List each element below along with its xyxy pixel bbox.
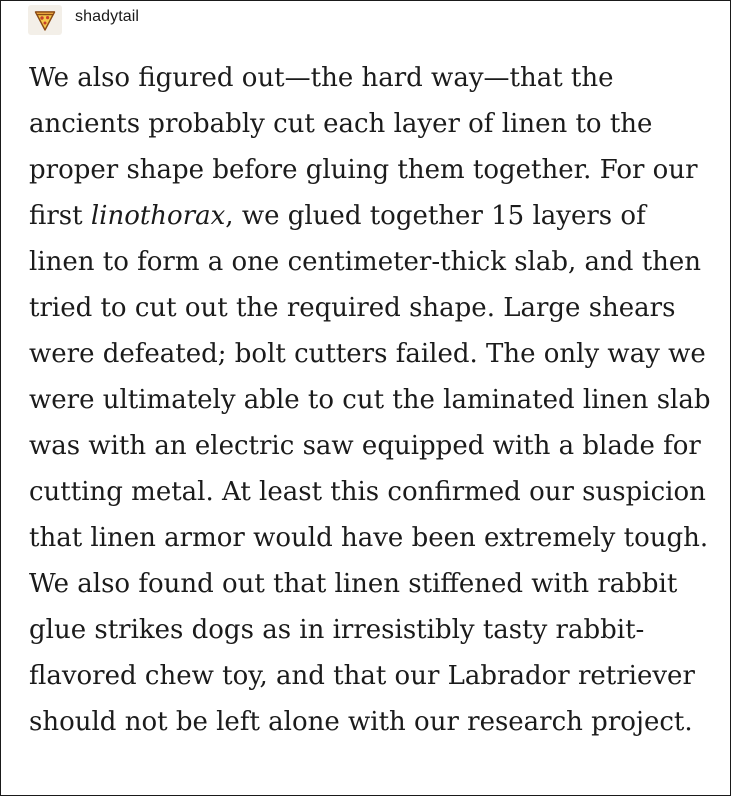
avatar[interactable] <box>28 5 62 35</box>
post-body-part-2: , we glued together 15 layers of linen to form a one centimeter-thick slab, and then tried to cut out the required shape. Large shears were defeated; bolt cutters failed. The only way we were ultimately able to cut the laminated linen slab was with an electric saw equipped with a blade for cutting metal. At least this confirmed our suspicion that linen armor would have been extremely tough. We also found out that linen stiffened with rabbit glue strikes dogs as in irresistibly tasty rabbit-flavored chew toy, and that our Labrador retriever should not be left alone with our research project. <box>29 201 711 737</box>
pizza-slice-icon <box>33 8 57 32</box>
username[interactable]: shadytail <box>75 8 140 25</box>
post-body-part-1: We also figured out—the hard way—that the ancients probably cut each layer of linen to the proper shape before gluing them together. For our first <box>29 63 698 231</box>
post-body-italic-term: linothorax <box>90 201 226 231</box>
post-body-text <box>29 55 719 745</box>
post-header <box>28 3 139 37</box>
